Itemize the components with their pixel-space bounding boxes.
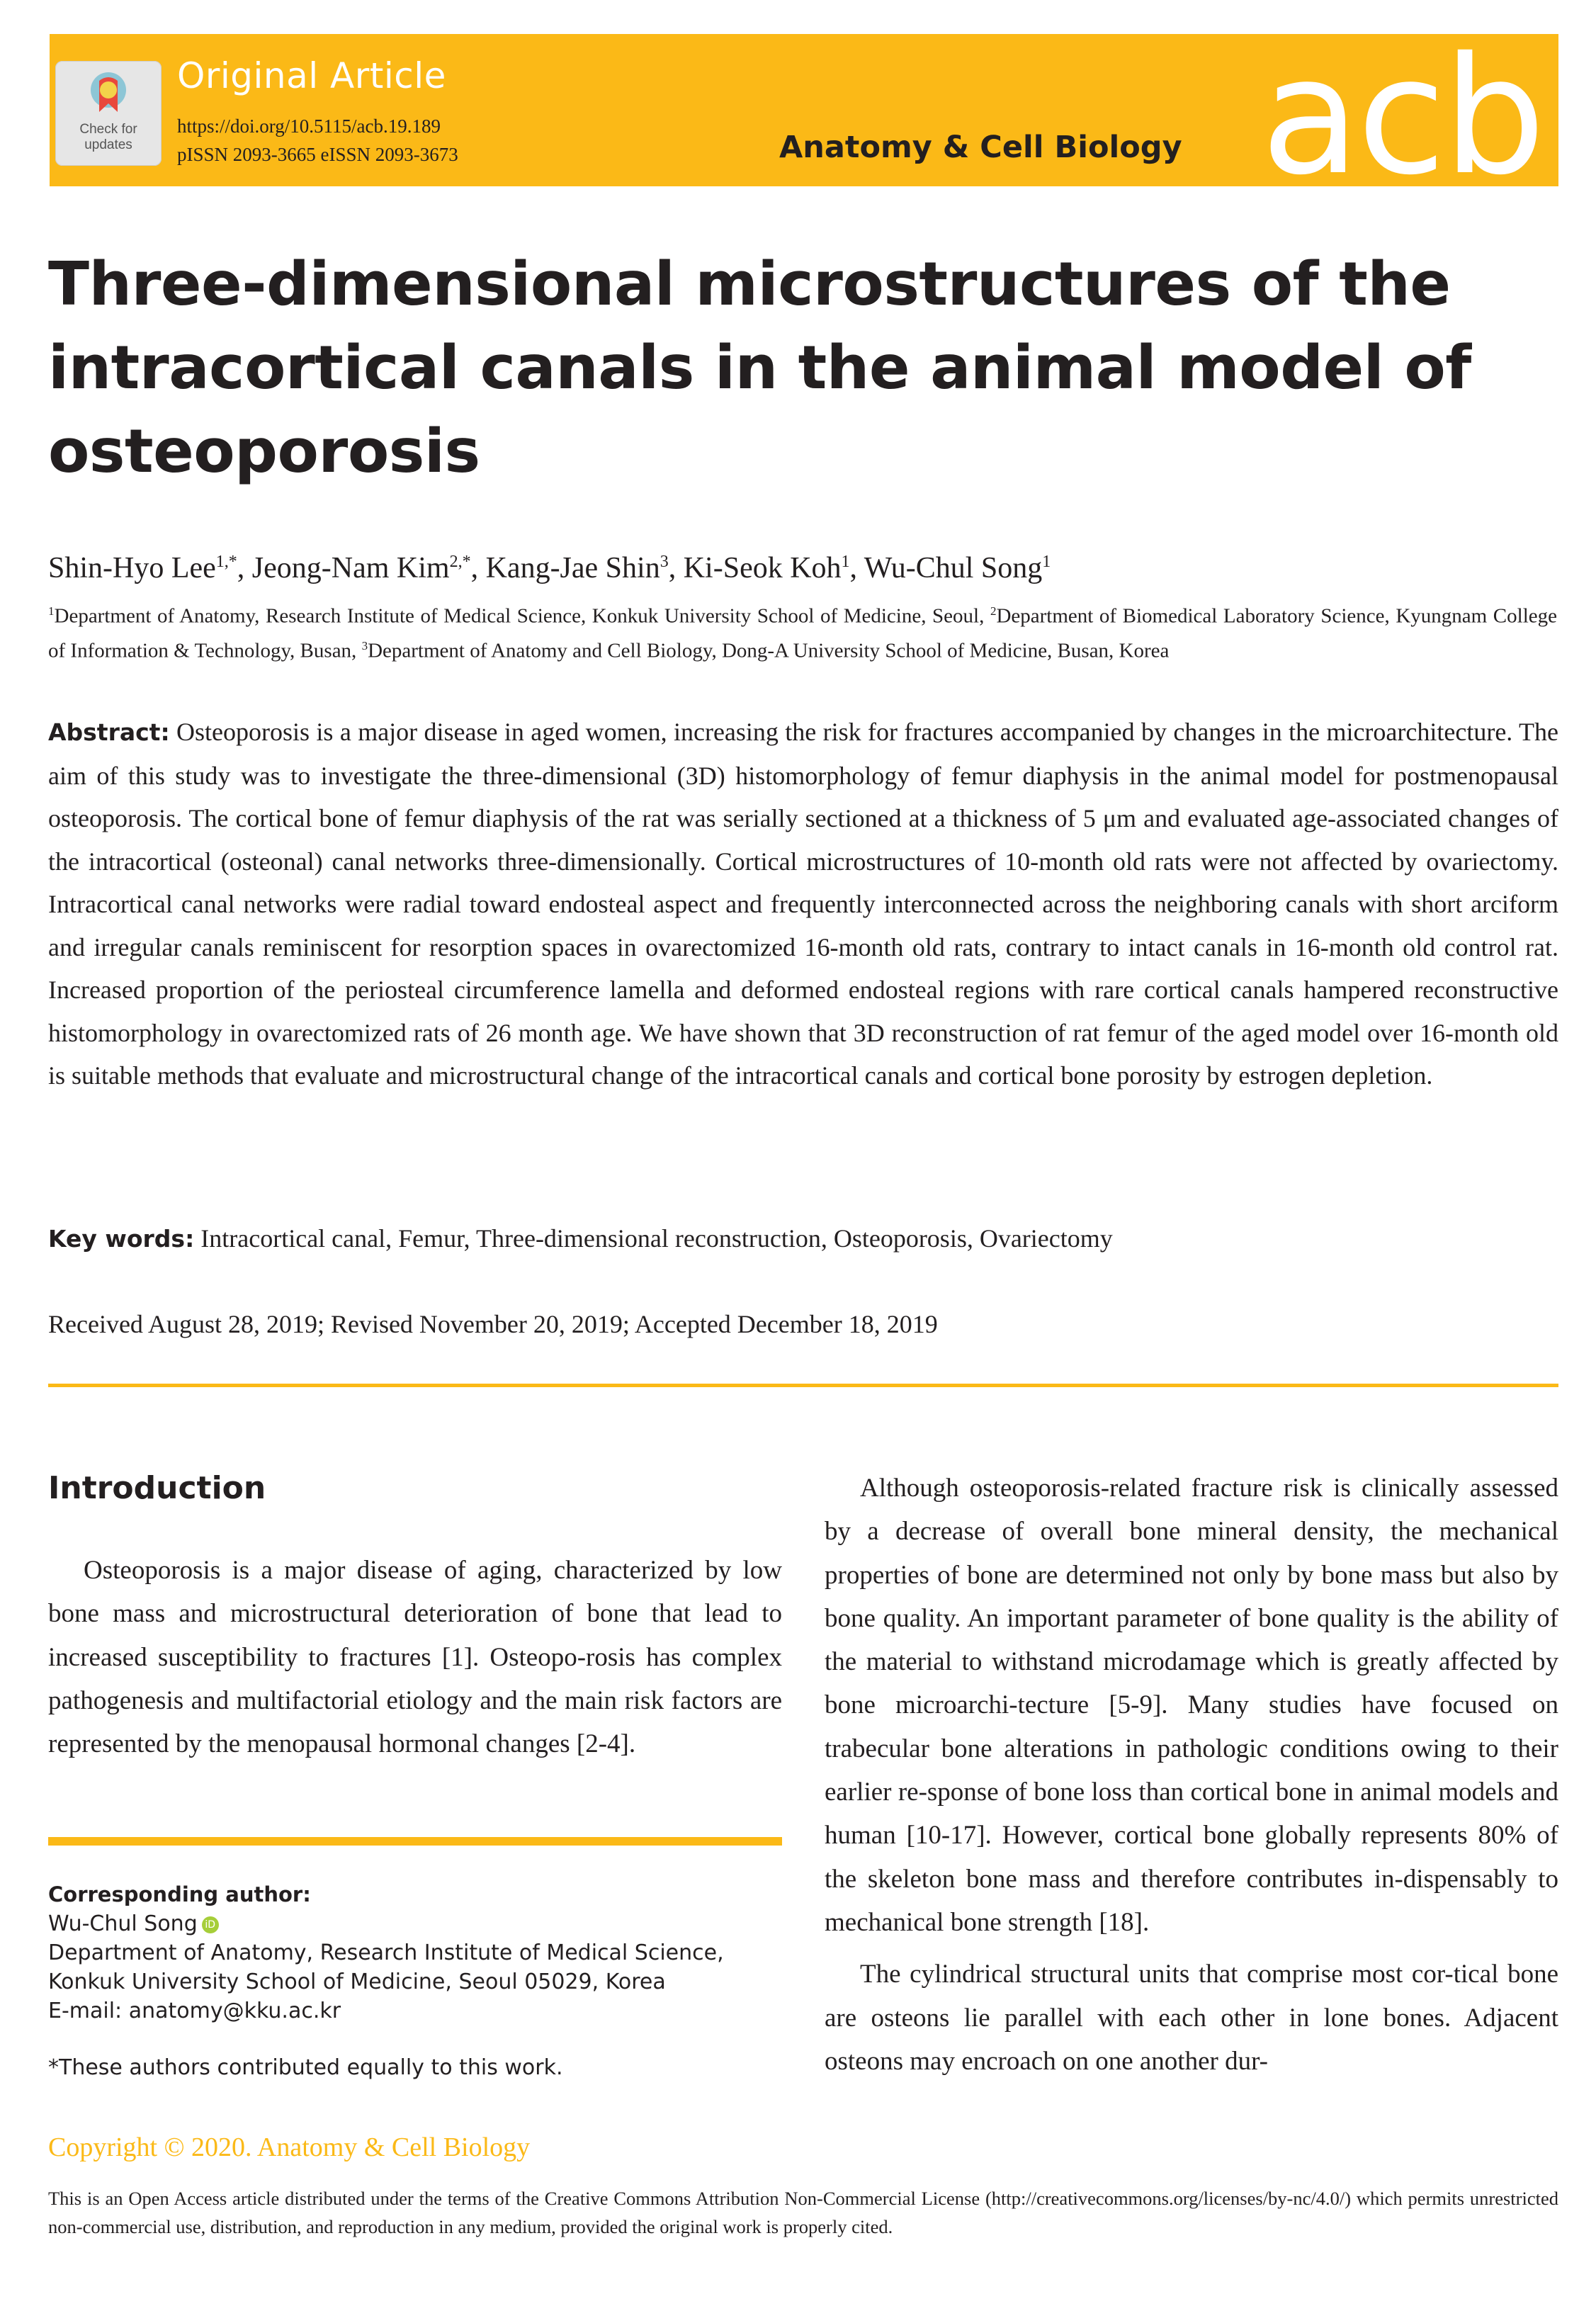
affiliation-mark: 2 xyxy=(990,604,997,618)
bookmark-icon xyxy=(89,71,128,115)
author-affiliation-mark: 3 xyxy=(660,553,669,571)
author-name[interactable]: Jeong-Nam Kim xyxy=(251,552,450,584)
keywords-text: Intracortical canal, Femur, Three-dimensional reconstruction, Osteoporosis, Ovariectomy xyxy=(200,1224,1113,1253)
journal-name: Anatomy & Cell Biology xyxy=(779,130,1182,165)
paragraph: Although osteoporosis-related fracture risk is clinically assessed by a decrease of overall bone mineral density, the mechanical properties of bone are determined not only by bone mass but also by bone quality. An important parameter of bone quality is the ability of the material to withstand microdamage which is greatly affected by bone microarchi-tecture [5-9]. Many studies have focused on trabecular bone alterations in pathologic conditions owing to their earlier re-sponse of bone loss than cortical bone in animal models and human [10-17]. However, cortical bone globally represents 80% of the skeleton bone mass and therefore contributes in-dispensably to mechanical bone strength [18]. xyxy=(825,1474,1558,1937)
orcid-icon[interactable]: iD xyxy=(202,1916,219,1933)
affiliation-mark: 1 xyxy=(48,604,55,618)
affiliation-text: Department of Biomedical Laboratory Science, Kyungnam College of Information & Technology, Busan, xyxy=(48,604,1557,662)
abstract xyxy=(48,711,1558,1097)
footnote-divider xyxy=(48,1837,782,1846)
section-divider xyxy=(48,1384,1558,1387)
author-name[interactable]: Ki-Seok Koh xyxy=(683,552,842,584)
affiliation-mark: 3 xyxy=(361,638,368,652)
check-for-updates-button[interactable] xyxy=(55,61,162,166)
introduction-left-column xyxy=(48,1549,782,1765)
keywords-label: Key words: xyxy=(48,1225,195,1253)
article-title: Three-dimensional microstructures of the intracortical canals in the animal model of osteoporosis xyxy=(48,249,1471,487)
doi-link[interactable]: https://doi.org/10.5115/acb.19.189 xyxy=(177,115,441,137)
article-type: Original Article xyxy=(177,55,446,96)
affiliation-text: Department of Anatomy, Research Institute of Medical Science, Konkuk University School of Medicine, Seoul, xyxy=(54,604,990,628)
affiliations xyxy=(48,597,1557,665)
corresponding-author-name: Wu-Chul Song xyxy=(48,1911,198,1936)
author-name[interactable]: Wu-Chul Song xyxy=(864,552,1043,584)
copyright-notice: Copyright © 2020. Anatomy & Cell Biology xyxy=(48,2132,531,2162)
author-affiliation-mark: 2,* xyxy=(449,553,471,571)
issn-line: pISSN 2093-3665 eISSN 2093-3673 xyxy=(177,144,458,165)
journal-logo: acb xyxy=(1261,34,1543,186)
correspondence-label: Corresponding author: xyxy=(48,1882,311,1906)
check-for-updates-label: Check for updates xyxy=(79,122,137,152)
introduction-heading: Introduction xyxy=(48,1470,266,1506)
author-affiliation-mark: 1 xyxy=(841,553,850,571)
introduction-right-column xyxy=(825,1467,1558,2083)
author-list: Shin-Hyo Lee$^{1,*}$, Jeong-Nam Kim$^{2,*}$, Kang-Jae Shin$^3$, Ki-Seok Koh$^1$, Wu-Chul Song$^1$ xyxy=(48,552,1051,584)
equal-contribution-note: *These authors contributed equally to this work. xyxy=(48,2055,563,2080)
correspondence-block xyxy=(48,1880,799,2025)
author-name[interactable]: Shin-Hyo Lee xyxy=(48,552,216,584)
affiliation-text: Department of Anatomy and Cell Biology, Dong-A University School of Medicine, Busan, Korea xyxy=(368,639,1170,662)
license-text: This is an Open Access article distributed under the terms of the Creative Commons Attribution Non-Commercial License (http://creativecommons.org/licenses/by-nc/4.0/) which permits unrestricted non-commercial use, distribution, and reproduction in any medium, provided the original work is properly cited. xyxy=(48,2188,1558,2237)
author-name[interactable]: Kang-Jae Shin xyxy=(485,552,660,584)
correspondence-address: Department of Anatomy, Research Institute of Medical Science, Konkuk University School of Medicine, Seoul 05029, Korea xyxy=(48,1940,724,1994)
publication-dates: Received August 28, 2019; Revised November 20, 2019; Accepted December 18, 2019 xyxy=(48,1310,938,1338)
paragraph: Osteoporosis is a major disease of aging, characterized by low bone mass and microstructural deterioration of bone that lead to increased susceptibility to fractures [1]. Osteopo-rosis has complex pathogenesis and multifactorial etiology and the main risk factors are represented by the menopausal hormonal changes [2-4]. xyxy=(48,1556,782,1759)
journal-banner xyxy=(50,34,1558,186)
keywords xyxy=(48,1224,1558,1253)
correspondence-email[interactable]: E-mail: anatomy@kku.ac.kr xyxy=(48,1999,341,2023)
abstract-text: Osteoporosis is a major disease in aged women, increasing the risk for fractures accompanied by changes in the microarchitecture. The aim of this study was to investigate the three-dimensional (3D) histomorphology of femur diaphysis in the animal model for postmenopausal osteoporosis. The cortical bone of femur diaphysis of the rat was serially sectioned at a thickness of 5 μm and evaluated age-associated changes of the intracortical (osteonal) canal networks three-dimensionally. Cortical microstructures of 10-month old rats were not affected by ovariectomy. Intracortical canal networks were radial toward endosteal aspect and frequently interconnected across the neighboring canals with short arciform and irregular canals reminiscent for resorption spaces in ovarectomized 16-month old rats, contrary to intact canals in 16-month old control rat. Increased proportion of the periosteal circumference lamella and deformed endosteal regions with rare cortical canals hampered reconstructive histomorphology in ovarectomized rats of 26 month age. We have shown that 3D reconstruction of rat femur of the aged model over 16-month old is suitable methods that evaluate and microstructural change of the intracortical canals and cortical bone porosity by estrogen depletion. xyxy=(48,718,1558,1090)
author-affiliation-mark: 1,* xyxy=(215,553,237,571)
abstract-label: Abstract: xyxy=(48,718,170,746)
paragraph: The cylindrical structural units that comprise most cor-tical bone are osteons lie parallel with each other in lone bones. Adjacent osteons may encroach on one another dur- xyxy=(825,1960,1558,2076)
author-affiliation-mark: 1 xyxy=(1042,553,1051,571)
